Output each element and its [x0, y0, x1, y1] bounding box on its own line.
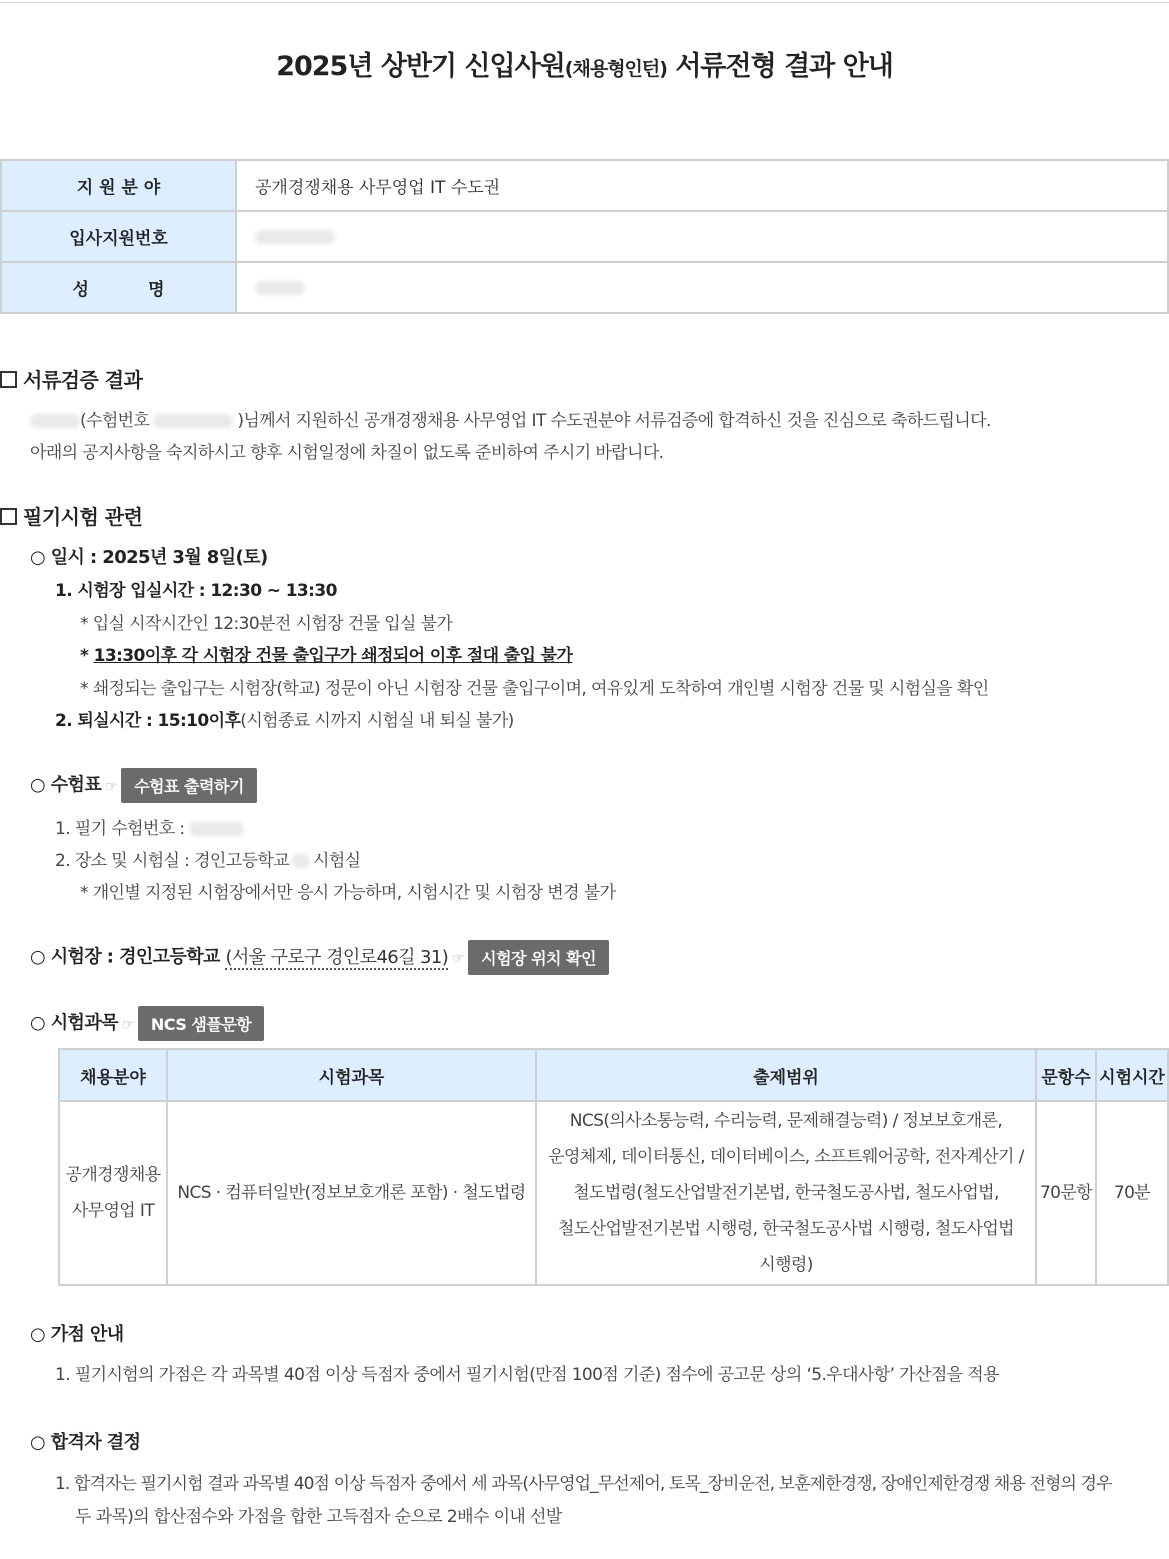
redacted-value: [255, 230, 335, 244]
venue-location-button[interactable]: 시험장 위치 확인: [468, 940, 609, 975]
pointing-hand-icon: ☞: [121, 1016, 134, 1033]
time-cell: 70분: [1096, 1101, 1168, 1285]
exam-subjects-table: [58, 1048, 1169, 1286]
subjects-row: ○ 시험과목 ☞ NCS 샘플문항: [30, 1006, 264, 1041]
page-title: 2025년 상반기 신입사원(채용형인턴) 서류전형 결과 안내: [276, 51, 893, 82]
ncs-sample-button[interactable]: NCS 샘플문항: [138, 1006, 264, 1041]
field-cell: 공개경쟁채용 사무영업 IT: [59, 1101, 167, 1285]
applicant-no-label: 입사지원번호: [1, 211, 236, 262]
square-bullet-icon: [0, 371, 17, 388]
applicant-info-table: [0, 159, 1169, 314]
ticket-row: ○ 수험표 ☞ 수험표 출력하기: [30, 768, 257, 803]
exam-date: ○ 일시 : 2025년 3월 8일(토): [30, 547, 268, 568]
table-row: [1, 160, 1168, 211]
table-row: [59, 1101, 1168, 1285]
pointing-hand-icon: ☞: [105, 778, 118, 795]
redacted-value: [292, 854, 310, 868]
pass-heading: ○ 합격자 결정: [30, 1432, 141, 1453]
redacted-value: [189, 822, 244, 836]
name-value: [236, 262, 1168, 313]
pass-line-1: 1. 합격자는 필기시험 결과 과목별 40점 이상 득점자 중에서 세 과목(사무영업_무선제어, 토목_장비운전, 보훈제한경쟁, 장애인제한경쟁 채용 전형의 경우: [55, 1474, 1112, 1494]
pointing-hand-icon: ☞: [452, 950, 465, 967]
redacted-value: [30, 414, 80, 428]
entry-time: 1. 시험장 입실시간 : 12:30 ~ 13:30: [55, 581, 337, 601]
table-row: [1, 211, 1168, 262]
ticket-number: 1. 필기 수험번호 :: [55, 814, 244, 839]
applicant-no-value: [236, 211, 1168, 262]
column-header: 시험과목: [167, 1049, 536, 1101]
scope-cell: NCS(의사소통능력, 수리능력, 문제해결능력) / 정보보호개론, 운영체제, 데이터통신, 데이터베이스, 소프트웨어공학, 전자계산기 / 철도법령(철도산업발전기본법, 한국철도공사법, 철도사업법, 철도산업발전기본법 시행령, 한국철도공사법 시행령, 철도사업법 시행령): [536, 1101, 1036, 1285]
venue-address: (서울 구로구 경인로46길 31): [225, 946, 449, 968]
ticket-venue: 2. 장소 및 시험실 : 경인고등학교 시험실: [55, 851, 361, 871]
entry-note-3: * 쇄정되는 출입구는 시험장(학교) 정문이 아닌 시험장 건물 출입구이며, 여유있게 도착하여 개인별 시험장 건물 및 시험실을 확인: [80, 679, 989, 699]
redacted-value: [255, 281, 305, 295]
venue-row: ○ 시험장 : 경인고등학교 (서울 구로구 경인로46길 31) ☞ 시험장 위치 확인: [30, 940, 609, 975]
redacted-value: [153, 414, 233, 428]
square-bullet-icon: [0, 508, 17, 525]
column-header: 출제범위: [536, 1049, 1036, 1101]
bonus-heading: ○ 가점 안내: [30, 1324, 124, 1345]
top-divider: [0, 2, 1169, 3]
subject-cell: NCS · 컴퓨터일반(정보보호개론 포함) · 철도법령: [167, 1101, 536, 1285]
document-result-line1: (수험번호 )님께서 지원하신 공개경쟁채용 사무영업 IT 수도권분야 서류검증에 합격하신 것을 진심으로 축하드립니다.: [30, 406, 991, 431]
column-header: 문항수: [1036, 1049, 1096, 1101]
written-exam-heading: 필기시험 관련: [0, 501, 142, 530]
column-header: 시험시간: [1096, 1049, 1168, 1101]
field-label: 지 원 분 야: [1, 160, 236, 211]
print-ticket-button[interactable]: 수험표 출력하기: [121, 768, 257, 803]
entry-note-1: * 입실 시작시간인 12:30분전 시험장 건물 입실 불가: [80, 614, 453, 634]
pass-line-2: 두 과목)의 합산점수와 가점을 합한 고득점자 순으로 2배수 이내 선발: [75, 1507, 562, 1527]
field-value: 공개경쟁채용 사무영업 IT 수도권: [236, 160, 1168, 211]
document-result-line2: 아래의 공지사항을 숙지하시고 향후 시험일정에 차질이 없도록 준비하여 주시기 바랍니다.: [30, 443, 664, 463]
count-cell: 70문항: [1036, 1101, 1096, 1285]
ticket-note: * 개인별 지정된 시험장에서만 응시 가능하며, 시험시간 및 시험장 변경 불가: [80, 883, 616, 903]
table-row: [1, 262, 1168, 313]
document-result-heading: 서류검증 결과: [0, 364, 142, 393]
column-header: 채용분야: [59, 1049, 167, 1101]
name-label: 성 명: [1, 262, 236, 313]
entry-note-2: * 13:30이후 각 시험장 건물 출입구가 쇄정되어 이후 절대 출입 불가: [80, 646, 573, 666]
bonus-line: 1. 필기시험의 가점은 각 과목별 40점 이상 득점자 중에서 필기시험(만점 100점 기준) 점수에 공고문 상의 ‘5.우대사항’ 가산점을 적용: [55, 1365, 999, 1385]
table-header-row: [59, 1049, 1168, 1101]
exit-time: 2. 퇴실시간 : 15:10이후(시험종료 시까지 시험실 내 퇴실 불가): [55, 711, 514, 731]
